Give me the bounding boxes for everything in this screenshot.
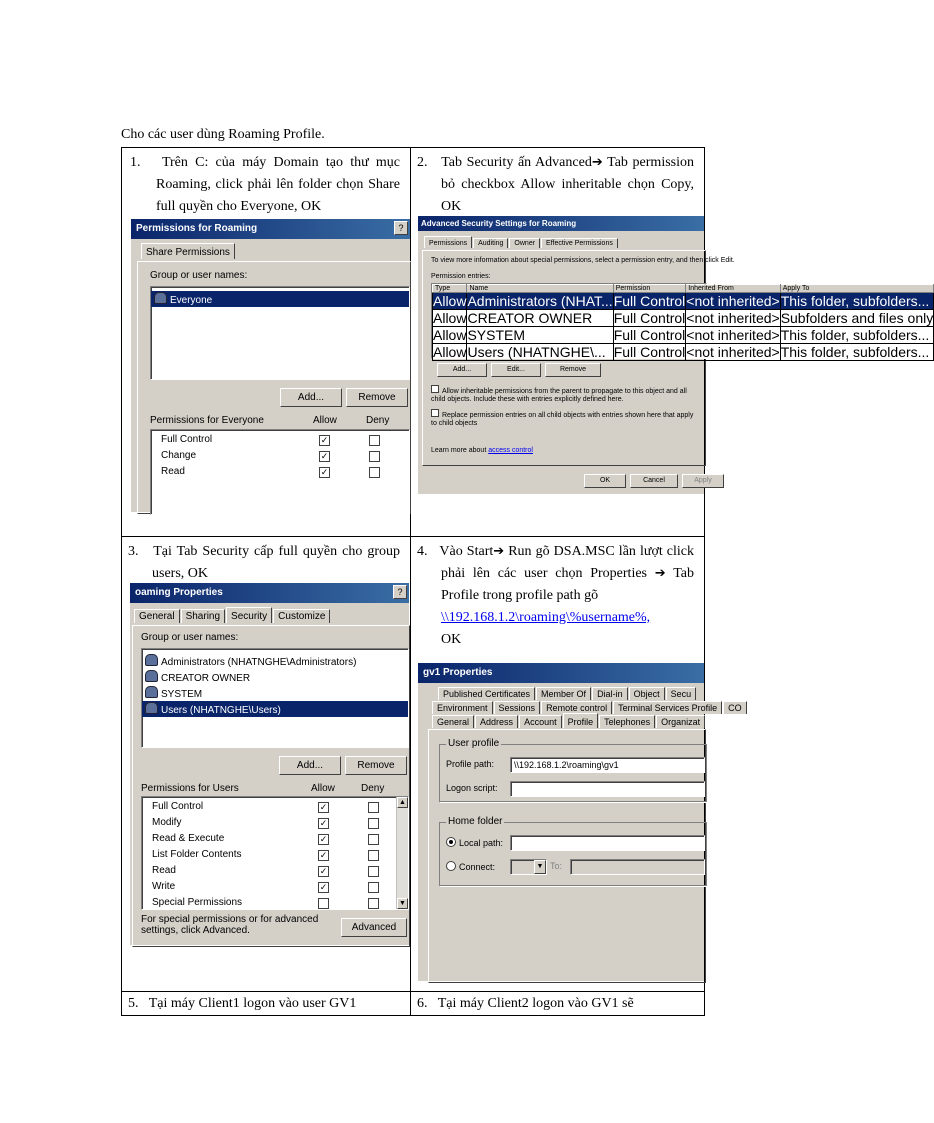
tab-security[interactable]: Secu <box>666 687 697 700</box>
user-list[interactable] <box>141 648 409 748</box>
table-row[interactable]: Allow Users (NHATNGHE\... Full Control <not inherited> This folder, subfolders... <box>433 344 934 361</box>
tab-effective-permissions[interactable]: Effective Permissions <box>541 238 618 248</box>
arrow-icon: ➔ <box>591 155 603 170</box>
group-label: Group or user names: <box>150 270 248 281</box>
deny-checkbox[interactable] <box>368 866 379 877</box>
user-profile-label: User profile <box>448 738 500 749</box>
local-path-radio[interactable] <box>446 837 456 847</box>
tab-sessions[interactable]: Sessions <box>494 701 541 714</box>
perm-row: Modify ✓ <box>142 815 408 831</box>
step-5-cell <box>122 992 411 1016</box>
advanced-security-dialog <box>418 216 934 494</box>
chevron-down-icon[interactable]: ▼ <box>534 860 546 874</box>
dialog-title: oaming Properties <box>130 583 409 603</box>
tab-account[interactable]: Account <box>519 715 562 728</box>
perm-row: List Folder Contents ✓ <box>142 847 408 863</box>
dialog-title: gv1 Properties <box>418 663 704 683</box>
deny-checkbox[interactable] <box>368 834 379 845</box>
perm-row: Full Control ✓ <box>151 432 409 448</box>
replace-option: Replace permission entries on all child objects with entries shown here that apply to child objects <box>431 409 701 428</box>
group-label: Group or user names: <box>141 632 239 643</box>
tab-general[interactable]: General <box>432 715 474 728</box>
perm-row: Read & Execute ✓ <box>142 831 408 847</box>
drive-select[interactable] <box>510 859 547 875</box>
remove-button[interactable]: Remove <box>346 388 408 407</box>
allow-checkbox[interactable]: ✓ <box>320 435 329 445</box>
perm-label: Permissions for Everyone <box>150 415 264 426</box>
user-group-icon <box>145 654 158 666</box>
tab-telephones[interactable]: Telephones <box>599 715 655 728</box>
step-6-cell <box>411 992 705 1016</box>
scroll-up-icon[interactable]: ▲ <box>397 797 408 808</box>
deny-checkbox[interactable] <box>369 467 380 478</box>
learn-more: Learn more about access control <box>431 447 533 454</box>
deny-checkbox[interactable] <box>368 882 379 893</box>
connect-radio[interactable] <box>446 861 456 871</box>
dialog-title: Advanced Security Settings for Roaming <box>418 216 704 231</box>
profile-path-input[interactable]: \\192.168.1.2\roaming\gv1 <box>510 757 705 773</box>
perm-scrollbar[interactable] <box>396 797 408 909</box>
access-control-link[interactable]: access control <box>488 447 533 454</box>
list-item[interactable]: SYSTEM <box>142 685 408 701</box>
user-list[interactable] <box>150 286 410 380</box>
tab-member-of[interactable]: Member Of <box>536 687 591 700</box>
user-profile-group <box>439 738 707 802</box>
perm-row: Special Permissions <box>142 895 408 911</box>
step-4-text: 4. Vào Start➔ Run gõ DSA.MSC lần lượt click phải lên các user chọn Properties ➔ Tab Profile trong profile path gõ \\192.168.1.2\roaming\%username%, OK <box>417 544 695 647</box>
edit-button[interactable]: Edit... <box>491 363 541 377</box>
cancel-button[interactable]: Cancel <box>630 474 678 488</box>
scroll-down-icon[interactable]: ▼ <box>397 898 408 909</box>
to-input[interactable] <box>570 859 705 875</box>
tab-customize[interactable]: Customize <box>273 609 330 623</box>
step-4-cell <box>411 537 742 992</box>
tab-terminal-services-profile[interactable]: Terminal Services Profile <box>613 701 722 714</box>
step-1-text: 1. Trên C: của máy Domain tạo thư mục Roaming, click phải lên folder chọn Share full quyền cho Everyone, OK <box>130 155 401 214</box>
perm-list <box>141 796 409 910</box>
perm-row: Full Control ✓ <box>142 799 408 815</box>
tab-panel <box>132 625 410 947</box>
tab-owner[interactable]: Owner <box>509 238 540 248</box>
profile-path-link[interactable]: \\192.168.1.2\roaming\%username%, <box>441 610 651 625</box>
allow-header: Allow <box>313 415 337 426</box>
tab-organization[interactable]: Organizat <box>656 715 705 728</box>
folder-properties-dialog <box>130 583 409 945</box>
user-icon <box>145 670 158 682</box>
tab-address[interactable]: Address <box>475 715 518 728</box>
help-icon[interactable]: ? <box>394 221 408 235</box>
steps-table <box>121 147 934 1016</box>
list-item[interactable]: Users (NHATNGHE\Users) <box>142 701 408 717</box>
perm-label: Permissions for Users <box>141 783 239 794</box>
allow-checkbox[interactable] <box>318 898 329 909</box>
inherit-checkbox[interactable] <box>431 385 439 393</box>
step-5-text: 5. Tại máy Client1 logon vào user GV1 <box>128 996 357 1011</box>
tab-permissions[interactable]: Permissions <box>424 236 472 248</box>
allow-checkbox[interactable]: ✓ <box>319 802 328 812</box>
tab-remote-control[interactable]: Remote control <box>541 701 612 714</box>
perm-row: Change ✓ <box>151 448 409 464</box>
table-row[interactable]: Allow SYSTEM Full Control <not inherited> This folder, subfolders... <box>433 327 934 344</box>
tab-environment[interactable]: Environment <box>432 701 493 714</box>
add-button[interactable]: Add... <box>280 388 342 407</box>
add-button[interactable]: Add... <box>437 363 487 377</box>
user-group-icon <box>154 292 167 304</box>
tab-panel <box>428 729 706 983</box>
tab-sharing[interactable]: Sharing <box>181 609 225 623</box>
replace-checkbox[interactable] <box>431 409 439 417</box>
deny-checkbox[interactable] <box>369 435 380 446</box>
arrow-icon: ➔ <box>654 566 666 581</box>
deny-checkbox[interactable] <box>368 818 379 829</box>
tab-panel <box>422 250 934 466</box>
deny-checkbox[interactable] <box>369 451 380 462</box>
list-item[interactable]: CREATOR OWNER <box>142 669 408 685</box>
connect-option: Connect: <box>446 861 495 872</box>
allow-checkbox[interactable]: ✓ <box>319 882 328 892</box>
remove-button[interactable]: Remove <box>345 756 407 775</box>
step-6-text: 6. Tại máy Client2 logon vào GV1 sẽ <box>417 996 634 1011</box>
remove-button[interactable]: Remove <box>545 363 601 377</box>
add-button[interactable]: Add... <box>279 756 341 775</box>
local-path-input[interactable] <box>510 835 705 851</box>
table-row[interactable]: Allow CREATOR OWNER Full Control <not inherited> Subfolders and files only <box>433 310 934 326</box>
intro-text: Cho các user dùng Roaming Profile. <box>121 127 325 142</box>
tab-panel <box>137 261 411 514</box>
special-perm-text: For special permissions or for advanced settings, click Advanced. <box>141 914 319 936</box>
tab-com[interactable]: CO <box>723 701 747 714</box>
step-2-cell <box>411 148 934 537</box>
step-2-text: 2. Tab Security ấn Advanced➔ Tab permission bỏ checkbox Allow inheritable chọn Copy, OK <box>417 155 694 214</box>
tab-profile[interactable]: Profile <box>563 713 599 728</box>
table-row[interactable]: Allow Administrators (NHAT... Full Control <not inherited> This folder, subfolders... <box>433 293 934 310</box>
home-folder-label: Home folder <box>448 816 503 827</box>
allow-checkbox[interactable]: ✓ <box>320 467 329 477</box>
permission-entries-list[interactable]: Type Name Permission Inherited From Apply To Allow Administrators (NHAT... Full Control <not inherited> This folder, subfolders... Allow CREATOR OWNER Full Control <not inherited> Subfolders and files only Allow SYSTEM Full Control <not inherited> This folder, subfolders... Allow Users (NHATNGHE\... Full Control <not inherited> This folder, subfolders... <box>433 285 934 360</box>
entries-label: Permission entries: <box>431 273 491 280</box>
user-properties-dialog <box>418 663 742 981</box>
apply-button[interactable]: Apply <box>682 474 724 488</box>
allow-checkbox[interactable]: ✓ <box>319 866 328 876</box>
logon-script-input[interactable] <box>510 781 705 797</box>
deny-checkbox[interactable] <box>368 850 379 861</box>
tab-security[interactable]: Security <box>226 607 272 623</box>
help-icon[interactable]: ? <box>393 585 407 599</box>
allow-checkbox[interactable]: ✓ <box>319 834 328 844</box>
tab-dial-in[interactable]: Dial-in <box>592 687 628 700</box>
deny-checkbox[interactable] <box>368 802 379 813</box>
allow-checkbox[interactable]: ✓ <box>319 850 328 860</box>
tab-object[interactable]: Object <box>629 687 665 700</box>
list-item[interactable]: Administrators (NHATNGHE\Administrators) <box>142 653 408 669</box>
user-icon <box>145 686 158 698</box>
perm-row: Read ✓ <box>142 863 408 879</box>
user-group-icon <box>145 702 158 714</box>
deny-header: Deny <box>366 415 390 426</box>
arrow-icon: ➔ <box>493 544 505 559</box>
local-path-option: Local path: <box>446 837 503 848</box>
tab-share-permissions[interactable]: Share Permissions <box>141 243 235 259</box>
allow-header: Allow <box>311 783 335 794</box>
profile-path-label: Profile path: <box>446 759 495 769</box>
deny-checkbox[interactable] <box>368 898 379 909</box>
allow-checkbox[interactable]: ✓ <box>320 451 329 461</box>
advanced-button[interactable]: Advanced <box>341 918 407 937</box>
perm-row: Read ✓ <box>151 464 409 480</box>
perm-list <box>150 429 410 515</box>
logon-script-label: Logon script: <box>446 783 498 793</box>
list-item[interactable]: Everyone <box>151 291 409 307</box>
tab-published-certificates[interactable]: Published Certificates <box>438 687 535 700</box>
inherit-option: Allow inheritable permissions from the parent to propagate to this object and all child objects. Include these with entries explicitly defined here. <box>431 385 701 404</box>
home-folder-group <box>439 816 707 886</box>
info-text: To view more information about special permissions, select a permission entry, and then click Edit. <box>431 257 735 264</box>
permissions-dialog <box>131 219 410 512</box>
step-3-cell <box>122 537 411 992</box>
step-3-text: 3. Tại Tab Security cấp full quyền cho group users, OK <box>128 544 400 581</box>
to-label: To: <box>550 861 563 871</box>
step-1-cell <box>122 148 411 537</box>
dialog-title: Permissions for Roaming <box>131 219 410 239</box>
perm-row: Write ✓ <box>142 879 408 895</box>
ok-button[interactable]: OK <box>584 474 626 488</box>
tab-general[interactable]: General <box>134 609 180 623</box>
deny-header: Deny <box>361 783 385 794</box>
allow-checkbox[interactable]: ✓ <box>319 818 328 828</box>
tab-auditing[interactable]: Auditing <box>473 238 508 248</box>
